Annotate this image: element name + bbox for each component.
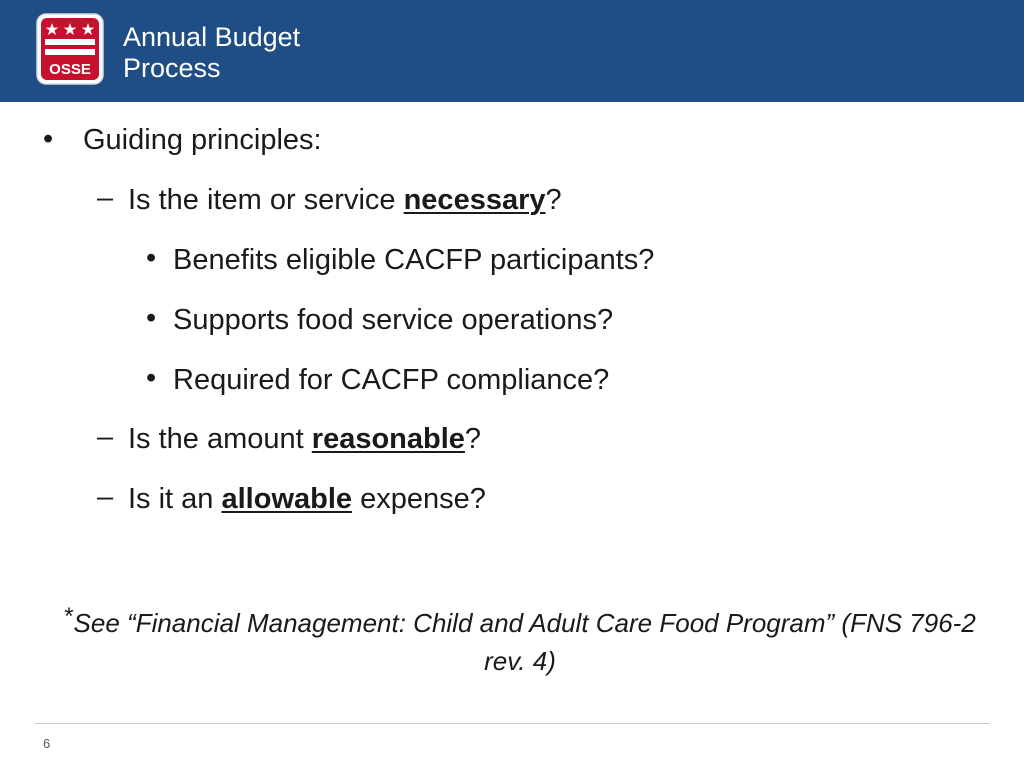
necessary-emphasis: necessary (403, 184, 546, 216)
sub-bullet-participants: Benefits eligible CACFP participants? (173, 244, 655, 276)
allowable-prefix: Is it an (128, 483, 222, 515)
bullet-icon: • (43, 123, 54, 155)
sub-bullet-compliance: Required for CACFP compliance? (173, 364, 610, 396)
reasonable-prefix: Is the amount (128, 423, 312, 455)
bullet-icon: • (146, 362, 157, 394)
osse-logo (36, 13, 104, 85)
footnote (60, 598, 980, 680)
bullet-icon: • (146, 302, 157, 334)
bullet-icon: • (146, 242, 157, 274)
footnote-asterisk: * (64, 603, 74, 630)
allowable-suffix: expense? (352, 483, 486, 515)
necessary-suffix: ? (545, 184, 562, 216)
dash-icon: – (97, 182, 114, 214)
page-title (123, 22, 300, 84)
sub-bullet-operations: Supports food service operations? (173, 304, 614, 336)
page-number: 6 (43, 736, 51, 751)
reasonable-item (128, 422, 481, 456)
reasonable-emphasis: reasonable (311, 423, 465, 455)
guiding-principles-text: Guiding principles: (83, 124, 322, 156)
svg-text:OSSE: OSSE (49, 61, 91, 78)
footer-divider (35, 723, 990, 724)
allowable-item (128, 482, 486, 516)
reasonable-suffix: ? (464, 423, 482, 455)
allowable-emphasis: allowable (221, 483, 353, 515)
footnote-text: See “Financial Management: Child and Adult Care Food Program” (FNS 796-2 rev. 4) (73, 608, 976, 676)
title-line-2: Process (123, 53, 221, 83)
title-line-1: Annual Budget (123, 22, 301, 52)
header-bar (0, 0, 1024, 102)
dash-icon: – (97, 421, 114, 453)
dash-icon: – (97, 481, 114, 513)
necessary-item (128, 183, 562, 217)
necessary-prefix: Is the item or service (128, 184, 404, 216)
